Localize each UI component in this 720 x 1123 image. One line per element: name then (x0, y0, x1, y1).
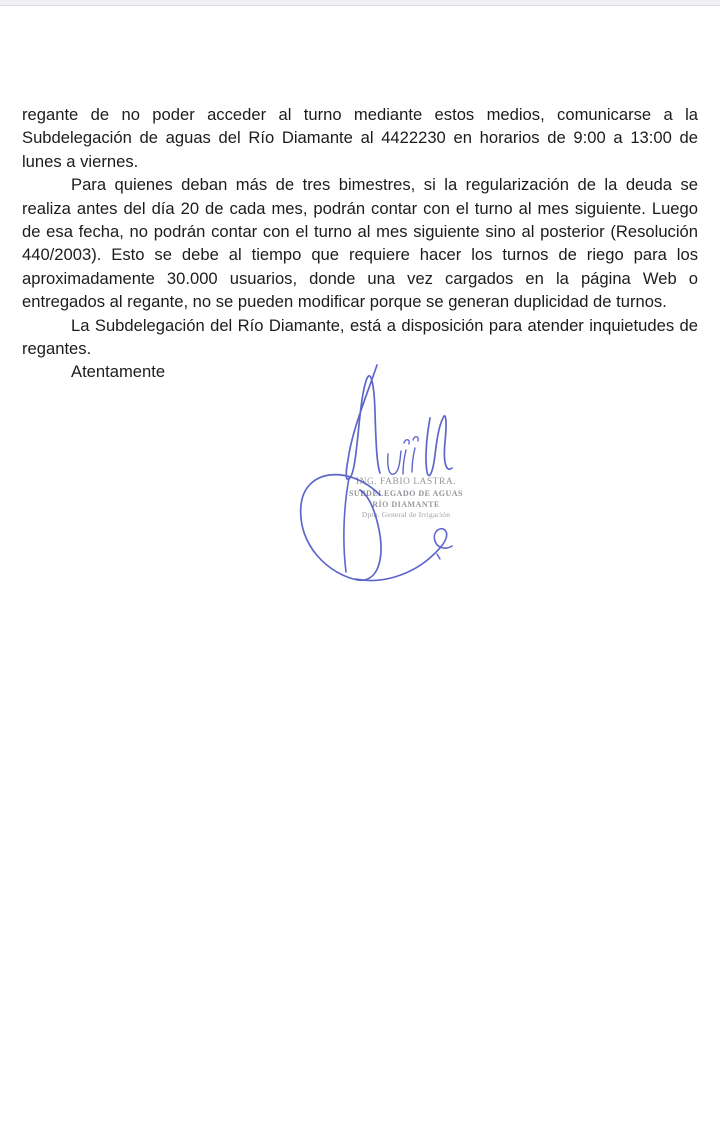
paragraph-continuation: regante de no poder acceder al turno mediante estos medios, comunicarse a la Subdelegación de aguas del Río Diamante al 4422230 en horarios de 9:00 a 13:00 de lunes a viernes. (22, 105, 698, 171)
paragraph-deuda-turnos: Para quienes deban más de tres bimestres, si la regularización de la deuda se realiza antes del día 20 de cada mes, podrán contar con el turno al mes siguiente. Luego de esa fecha, no podrán contar con el turno al mes siguiente sino al posterior (Resolución 440/2003). Esto se debe al tiempo que requiere hacer los turnos de riego para los aproximadamente 30.000 usuarios, donde una vez cargados en la página Web o entregados al regante, no se pueden modificar porque se generan duplicidad de turnos. (22, 175, 698, 312)
document-body (22, 103, 698, 384)
top-chrome-strip (0, 0, 720, 6)
stamp-river: RÍO DIAMANTE (372, 500, 440, 509)
signature-ink-icon (280, 360, 550, 588)
paragraph-disposicion: La Subdelegación del Río Diamante, está a disposición para atender inquietudes de regantes. (22, 315, 698, 359)
closing-salutation: Atentamente (71, 362, 166, 382)
stamp-department: Dpto. General de Irrigación (361, 510, 451, 519)
stamp-title: SUBDELEGADO DE AGUAS (348, 489, 464, 498)
signature-block (280, 360, 550, 588)
stamp-name: ING. FABIO LASTRA. (355, 477, 457, 487)
